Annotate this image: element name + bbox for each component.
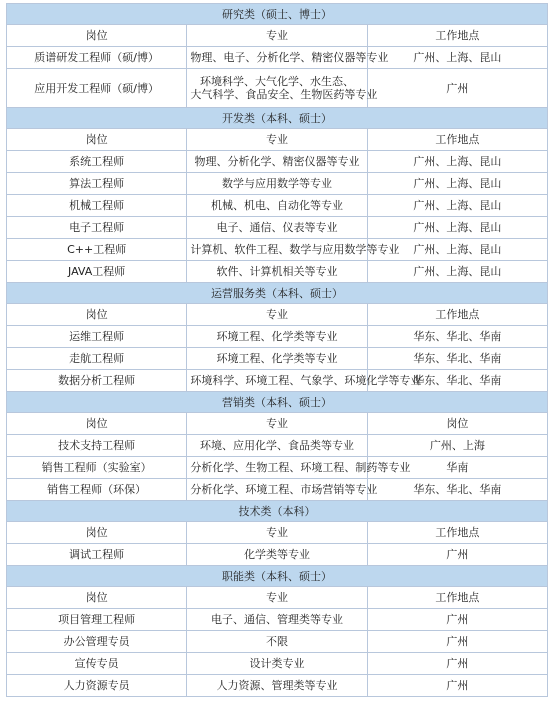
- table-row: [7, 457, 548, 479]
- cell-major: 分析化学、环境工程、市场营销等专业: [187, 479, 367, 501]
- header-major: 专业: [187, 129, 367, 151]
- table-row: [7, 609, 548, 631]
- cell-position: 数据分析工程师: [7, 370, 187, 392]
- column-header-row: [7, 413, 548, 435]
- cell-major: 人力资源、管理类等专业: [187, 675, 367, 697]
- cell-location: 广州: [367, 675, 547, 697]
- cell-position: 运维工程师: [7, 326, 187, 348]
- column-header-row: [7, 522, 548, 544]
- cell-position: 销售工程师（环保）: [7, 479, 187, 501]
- header-location: 工作地点: [367, 304, 547, 326]
- cell-major: 软件、计算机相关等专业: [187, 261, 367, 283]
- cell-major: 计算机、软件工程、数学与应用数学等专业: [187, 239, 367, 261]
- cell-major: 数学与应用数学等专业: [187, 173, 367, 195]
- cell-major: 物理、电子、分析化学、精密仪器等专业: [187, 47, 367, 69]
- cell-location: 华东、华北、华南: [367, 348, 547, 370]
- cell-position: 质谱研发工程师（硕/博）: [7, 47, 187, 69]
- recruitment-table-body: [7, 4, 548, 697]
- table-row: [7, 217, 548, 239]
- header-major: 专业: [187, 25, 367, 47]
- cell-position: 宣传专员: [7, 653, 187, 675]
- table-row: [7, 370, 548, 392]
- section-title: 营销类（本科、硕士）: [7, 392, 548, 413]
- cell-major: 不限: [187, 631, 367, 653]
- cell-major: 设计类专业: [187, 653, 367, 675]
- cell-major: 环境科学、环境工程、气象学、环境化学等专业: [187, 370, 367, 392]
- cell-major: 环境工程、化学类等专业: [187, 326, 367, 348]
- cell-position: JAVA工程师: [7, 261, 187, 283]
- cell-position: 走航工程师: [7, 348, 187, 370]
- section-header: [7, 283, 548, 304]
- table-row: [7, 195, 548, 217]
- header-major: 专业: [187, 587, 367, 609]
- header-major: 专业: [187, 522, 367, 544]
- section-title: 开发类（本科、硕士）: [7, 108, 548, 129]
- cell-major: 化学类等专业: [187, 544, 367, 566]
- cell-location: 广州、上海、昆山: [367, 239, 547, 261]
- table-row: [7, 261, 548, 283]
- header-major: 专业: [187, 413, 367, 435]
- column-header-row: [7, 304, 548, 326]
- cell-major: 机械、机电、自动化等专业: [187, 195, 367, 217]
- cell-location: 广州: [367, 653, 547, 675]
- table-row: [7, 653, 548, 675]
- header-position: 岗位: [7, 129, 187, 151]
- table-row: [7, 348, 548, 370]
- cell-location: 华东、华北、华南: [367, 326, 547, 348]
- cell-location: 广州、上海、昆山: [367, 217, 547, 239]
- cell-major: 环境、应用化学、食品类等专业: [187, 435, 367, 457]
- cell-location: 广州、上海、昆山: [367, 151, 547, 173]
- cell-location: 华东、华北、华南: [367, 370, 547, 392]
- recruitment-table: [6, 3, 548, 697]
- header-location: 岗位: [367, 413, 547, 435]
- cell-major: [187, 69, 378, 108]
- cell-position: 应用开发工程师（硕/博）: [7, 69, 187, 108]
- cell-position: 调试工程师: [7, 544, 187, 566]
- cell-major: 电子、通信、仪表等专业: [187, 217, 367, 239]
- header-location: 工作地点: [367, 522, 547, 544]
- cell-major: 环境工程、化学类等专业: [187, 348, 367, 370]
- table-row: [7, 239, 548, 261]
- table-row: [7, 326, 548, 348]
- cell-location: 广州、上海、昆山: [367, 195, 547, 217]
- cell-location: 广州、上海、昆山: [367, 173, 547, 195]
- header-position: 岗位: [7, 587, 187, 609]
- section-header: [7, 108, 548, 129]
- cell-position: 系统工程师: [7, 151, 187, 173]
- cell-location: 华南: [367, 457, 547, 479]
- cell-location: 广州、上海、昆山: [367, 261, 547, 283]
- section-header: [7, 392, 548, 413]
- header-position: 岗位: [7, 522, 187, 544]
- section-title: 研究类（硕士、博士）: [7, 4, 548, 25]
- header-position: 岗位: [7, 413, 187, 435]
- table-row: [7, 675, 548, 697]
- column-header-row: [7, 25, 548, 47]
- cell-location: 广州: [367, 609, 547, 631]
- column-header-row: [7, 587, 548, 609]
- header-location: 工作地点: [367, 25, 547, 47]
- cell-location: 广州、上海: [367, 435, 547, 457]
- cell-major: 物理、分析化学、精密仪器等专业: [187, 151, 367, 173]
- section-title: 运营服务类（本科、硕士）: [7, 283, 548, 304]
- section-header: [7, 4, 548, 25]
- cell-position: 销售工程师（实验室）: [7, 457, 187, 479]
- cell-position: 机械工程师: [7, 195, 187, 217]
- header-position: 岗位: [7, 304, 187, 326]
- table-row: [7, 544, 548, 566]
- cell-location: 广州: [367, 544, 547, 566]
- cell-position: 办公管理专员: [7, 631, 187, 653]
- cell-location: 广州: [367, 69, 547, 108]
- column-header-row: [7, 129, 548, 151]
- table-row: [7, 631, 548, 653]
- cell-major: 分析化学、生物工程、环境工程、制药等专业: [187, 457, 367, 479]
- table-row: [7, 479, 548, 501]
- section-header: [7, 501, 548, 522]
- table-row: [7, 69, 548, 108]
- cell-major-line: 大气科学、食品安全、生物医药等专业: [190, 88, 378, 101]
- cell-position: 技术支持工程师: [7, 435, 187, 457]
- cell-location: 广州、上海、昆山: [367, 47, 547, 69]
- header-location: 工作地点: [367, 129, 547, 151]
- cell-position: 电子工程师: [7, 217, 187, 239]
- header-position: 岗位: [7, 25, 187, 47]
- section-header: [7, 566, 548, 587]
- cell-position: 算法工程师: [7, 173, 187, 195]
- section-title: 技术类（本科）: [7, 501, 548, 522]
- cell-position: 项目管理工程师: [7, 609, 187, 631]
- table-row: [7, 173, 548, 195]
- table-row: [7, 435, 548, 457]
- header-major: 专业: [187, 304, 367, 326]
- table-row: [7, 151, 548, 173]
- header-location: 工作地点: [367, 587, 547, 609]
- cell-location: 华东、华北、华南: [367, 479, 547, 501]
- cell-major: 电子、通信、管理类等专业: [187, 609, 367, 631]
- table-row: [7, 47, 548, 69]
- cell-location: 广州: [367, 631, 547, 653]
- cell-position: C++工程师: [7, 239, 187, 261]
- cell-major-line: 环境科学、大气化学、水生态、: [199, 75, 354, 88]
- section-title: 职能类（本科、硕士）: [7, 566, 548, 587]
- cell-position: 人力资源专员: [7, 675, 187, 697]
